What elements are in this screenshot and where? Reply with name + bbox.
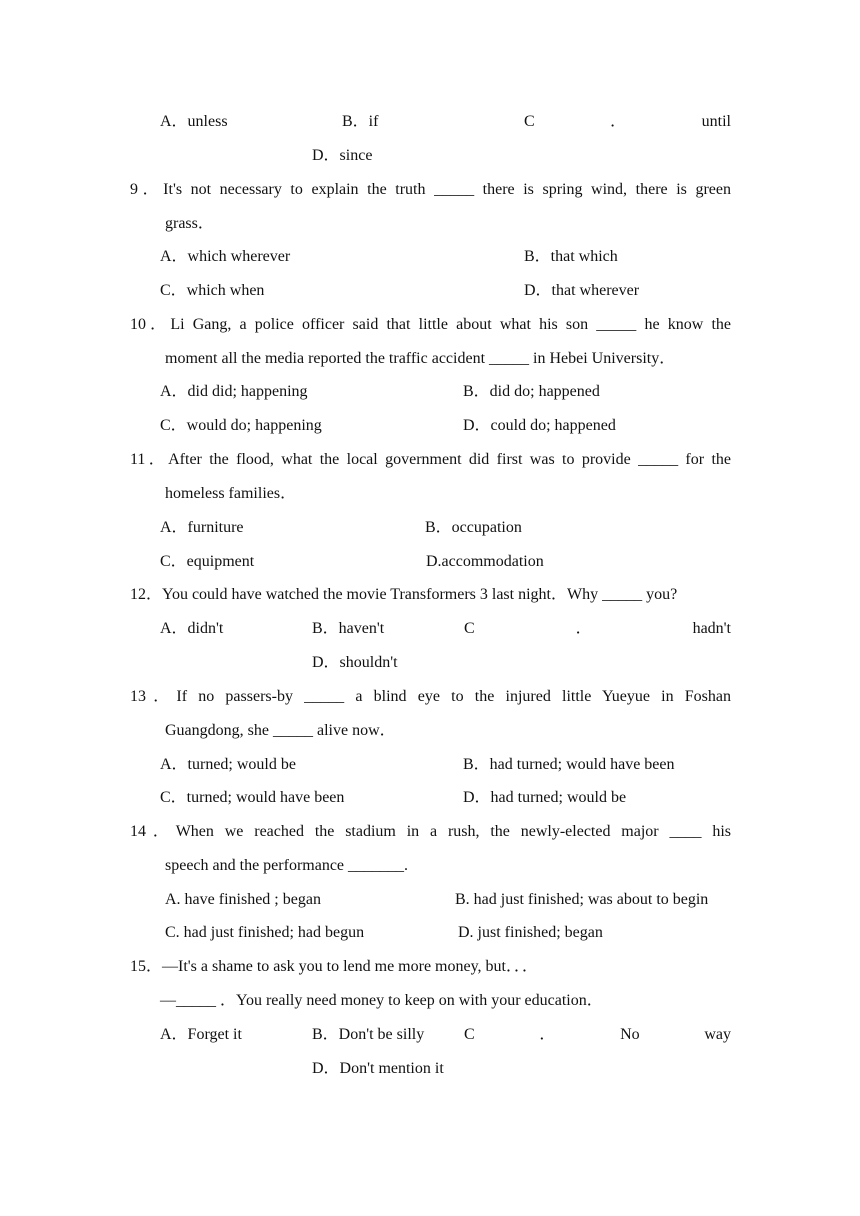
option-c: C．turned; would have been [160,789,345,806]
option-b: B. had just finished; was about to begin [455,891,709,908]
question-stem-line-1: 15．—It's a shame to ask you to lend me more money, but．．． [130,958,539,975]
option-c [524,112,731,132]
question-stem-line-2: speech and the performance _______. [165,857,409,874]
option-d: D．had turned; would be [463,789,627,806]
option-c: C．equipment [160,553,255,570]
option-c-way: way [704,1026,731,1043]
option-c-letter: C [524,113,535,130]
option-a: A．Forget it [160,1026,242,1043]
option-a: A．unless [160,113,228,130]
question-stem-line-2: Guangdong, she _____ alive now． [165,722,396,739]
option-b: B．did do; happened [463,383,600,400]
option-b: B．occupation [425,519,522,536]
option-b: B．haven't [312,620,385,637]
option-d: D.accommodation [426,553,544,570]
question-stem-line-1: 10．Li Gang, a police officer said that little about what his son _____ he know the [130,316,731,333]
option-c-letter: C [464,620,475,637]
question-stem-line-1: 9．It's not necessary to explain the truth _____ there is spring wind, there is green [130,181,731,198]
option-d: D．Don't mention it [312,1060,444,1077]
option-c: C．would do; happening [160,417,322,434]
option-c [464,1025,731,1045]
option-d: D. just finished; began [458,924,603,941]
question-stem-line-1: 11．After the flood, what the local government did first was to provide _____ for the [130,451,731,468]
option-c: C. had just finished; had begun [165,924,365,941]
question-stem-line-2: —_____ ．You really need money to keep on with your education． [160,992,603,1009]
question-stem-line-1: 14．When we reached the stadium in a rush, the newly-elected major ____ his [130,823,731,840]
question-stem-line-2: homeless families． [165,485,297,502]
option-c-no: No [620,1026,640,1043]
option-c-dot: ． [610,113,627,130]
option-b: B．if [342,113,379,130]
option-d: D．since [312,147,373,164]
option-c-letter: C [464,1026,475,1043]
option-a: A．didn't [160,620,224,637]
option-d: D．could do; happened [463,417,616,434]
option-a: A．which wherever [160,248,291,265]
option-a: A．furniture [160,519,244,536]
option-c [464,619,731,639]
question-stem-line-1: 12．You could have watched the movie Transformers 3 last night．Why _____ you? [130,586,678,603]
option-b: B．Don't be silly [312,1026,425,1043]
option-b: B．had turned; would have been [463,756,675,773]
option-d: D．that wherever [524,282,640,299]
option-c: C．which when [160,282,265,299]
option-c-text: until [701,113,731,130]
question-stem-line-2: grass． [165,215,214,232]
option-d: D．shouldn't [312,654,398,671]
option-a: A．did did; happening [160,383,308,400]
option-c-text: hadn't [692,620,731,637]
option-c-dot: ． [539,1026,556,1043]
question-stem-line-1: 13．If no passers-by _____ a blind eye to the injured little Yueyue in Foshan [130,688,731,705]
option-b: B．that which [524,248,618,265]
option-a: A. have finished ; began [165,891,321,908]
option-c-dot: ． [575,620,592,637]
question-stem-line-2: moment all the media reported the traffic accident _____ in Hebei University． [165,350,676,367]
option-a: A．turned; would be [160,756,296,773]
